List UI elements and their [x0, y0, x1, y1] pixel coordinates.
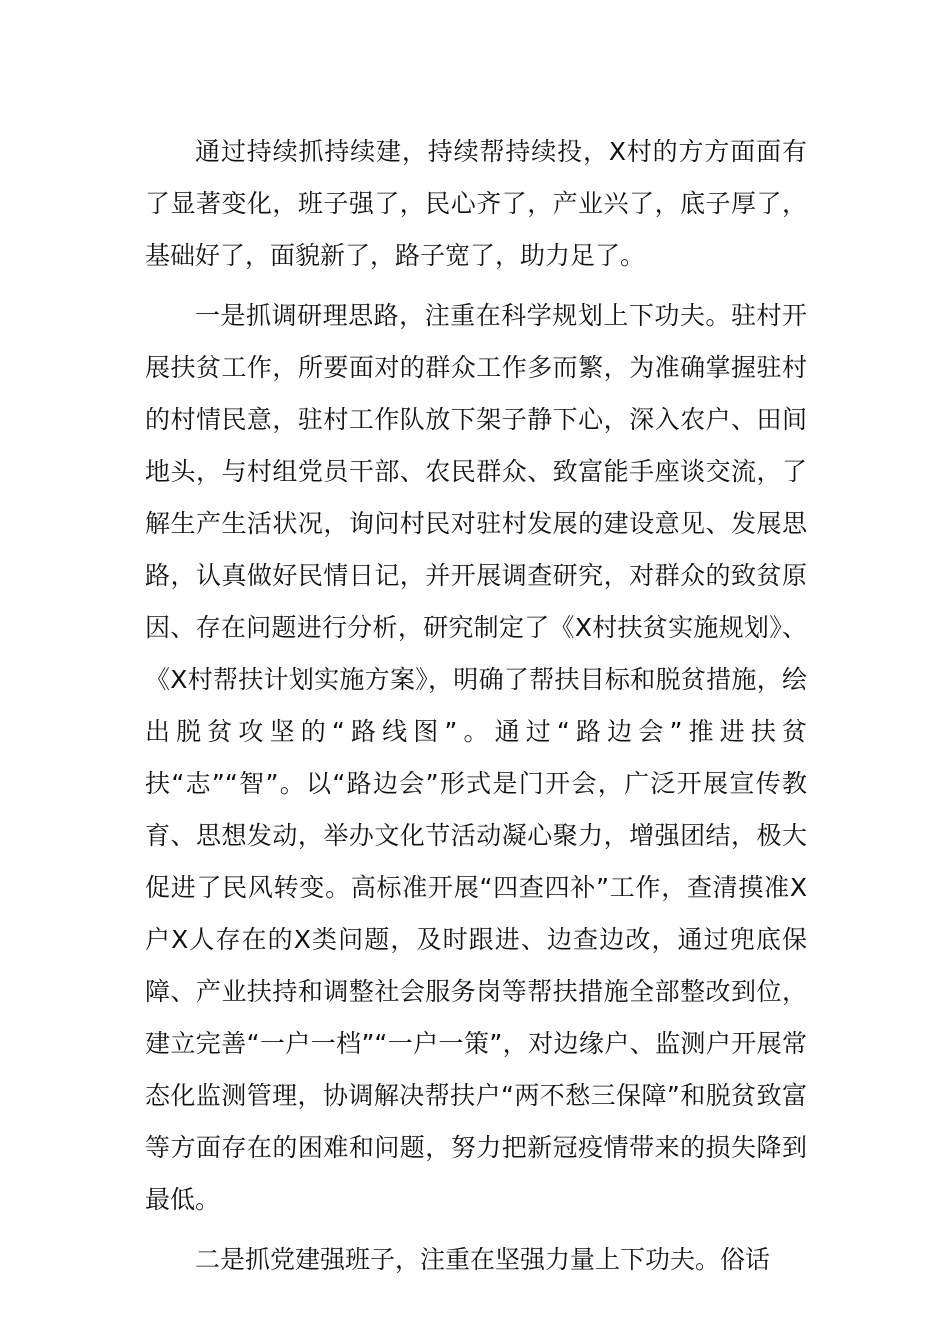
paragraph-party-building: 二是抓党建强班子，注重在坚强力量上下功夫。俗话: [195, 1245, 771, 1274]
paragraph-research-planning: 一是抓调研理思路，注重在科学规划上下功夫。驻村开展扶贫工作，所要面对的群众工作多而繁，为准确掌握驻村的村情民意，驻村工作队放下架子静下心，深入农户、田间地头，与村组党员干部、农民群众、致富能手座谈交流，了解生产生活状况，询问村民对驻村发展的建设意见、发展思路，认真做好民情日记，并开展调查研究，对群众的致贫原因、存在问题进行分析，研究制定了《X村扶贫实施规划》、《X村帮扶计划实施方案》，明确了帮扶目标和脱贫措施，绘出脱贫攻坚的“路线图”。通过“路边会”推进扶贫扶“志”“智”。以“路边会”形式是门开会，广泛开展宣传教育、思想发动，举办文化节活动凝心聚力，增强团结，极大促进了民风转变。高标准开展“四查四补”工作，查清摸准X户X人存在的X类问题，及时跟进、边查边改，通过兜底保障、产业扶持和调整社会服务岗等帮扶措施全部整改到位，建立完善“一户一档”“一户一策”，对边缘户、监测户开展常态化监测管理，协调解决帮扶户“两不愁三保障”和脱贫致富等方面存在的困难和问题，努力把新冠疫情带来的损失降到最低。: [145, 301, 807, 1214]
paragraph-summary: 通过持续抓持续建，持续帮持续投，X村的方方面面有了显著变化，班子强了，民心齐了，产业兴了，底子厚了，基础好了，面貌新了，路子宽了，助力足了。: [145, 137, 807, 270]
document-body: [145, 126, 807, 1294]
